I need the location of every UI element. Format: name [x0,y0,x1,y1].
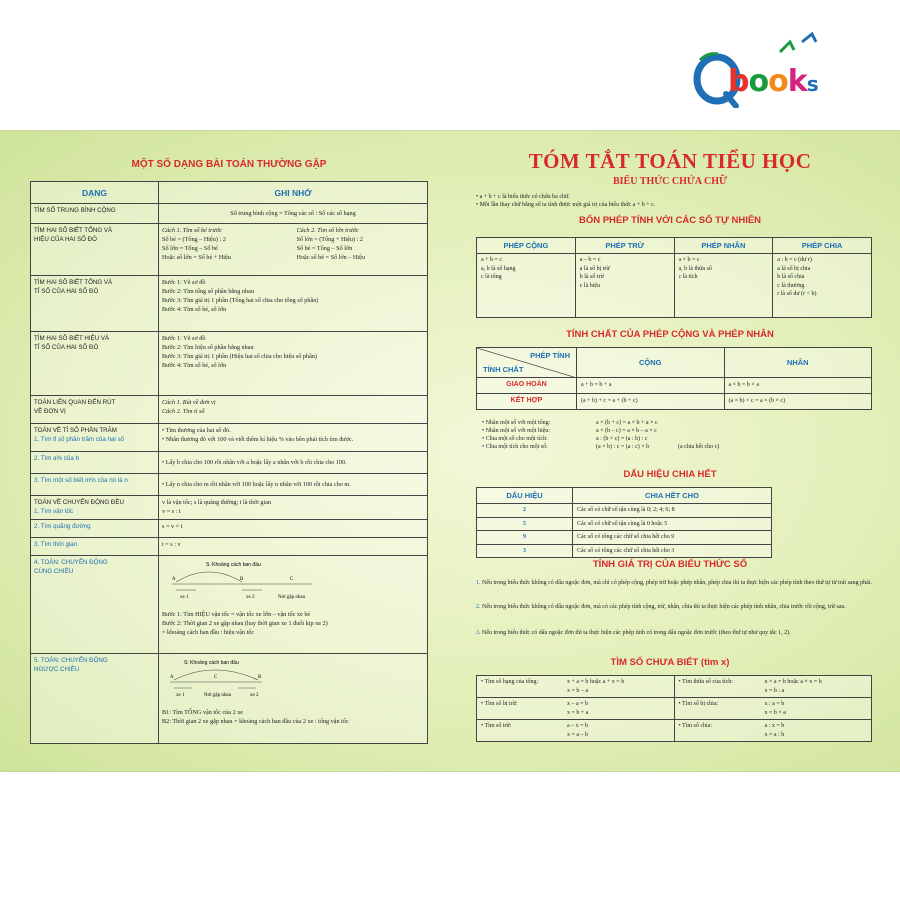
table-row [31,520,428,538]
cell-key: • Tìm số hạng của tổng: [481,679,539,685]
table-cell [477,254,576,318]
note-line: Bước 3: Tìm giá trị 1 phần (Tổng hai số chia cho tổng số phần) [162,297,319,304]
cell-line: c là hiệu [579,282,601,289]
row-category [31,396,159,424]
table-cell [773,254,872,318]
note-row [482,427,782,435]
note-line: t = s : v [162,541,181,548]
row-category [31,474,159,496]
cell-line: x = a – b [567,731,589,738]
vehicle-label: xe 2 [250,693,259,698]
table-row [31,654,428,744]
table-cell: (a × b) × c = a × (b × c) [724,394,872,410]
find-x-cell [674,698,872,720]
find-x-cell [477,720,675,742]
cell-line: c là tích [678,274,698,280]
cell-line: a – b = c [579,257,601,263]
sub-problem-label: 1. Tìm tỉ số phần trăm của hai số [34,436,124,443]
sub-problem-label: 1. Tìm vận tốc [34,508,74,515]
cell-line: a, b là thừa số [678,265,712,272]
note-line: s = v × t [162,523,183,530]
row-category [31,538,159,556]
row-category [31,276,159,332]
note-value: (a × b) : c = (a : c) × b [596,444,650,450]
cell-line: a là số bị chia [777,265,811,272]
row-note [159,424,428,452]
vehicle-label: xe 2 [246,595,255,600]
meeting-label: Nơi gặp nhau [204,693,232,698]
cell-line: x = b × a [764,709,786,716]
table-row [31,204,428,224]
column-header-notes: GHI NHỚ [159,182,428,204]
same-direction-diagram [162,558,322,610]
property-name: GIAO HOÁN [477,378,577,394]
note-extra: (a chia hết cho c) [678,444,720,450]
note-line: • Tìm thương của hai số đó. [162,427,231,434]
expression-title: TÍNH GIÁ TRỊ CỦA BIỂU THỨC SỐ [592,559,748,570]
cat-line: TỈ SỐ CỦA HAI SỐ ĐÓ [34,288,99,295]
note-value: a × (b + c) = a × b + a × c [596,420,658,426]
row-note [159,538,428,556]
cell-line: a – x = b [567,723,589,729]
table-header-row [31,182,428,204]
table-header-row [477,238,872,254]
point-label: C [290,577,294,582]
table-row [477,378,872,394]
note-key: • Nhân một số với một tổng: [482,420,551,426]
cell-key: • Tìm số bị chia: [678,701,719,707]
table-row [477,504,772,518]
rule: Các số có tổng các chữ số chia hết cho 3 [573,544,772,558]
note-line: Bước 2: Tìm hiệu số phần bằng nhau [162,344,254,351]
column-header: PHÉP CHIA [773,238,872,254]
table-row [31,556,428,654]
rule-paragraph [476,629,876,637]
row-note [159,556,428,654]
cell-line: x = b + a [567,709,589,716]
distance-arc [176,572,242,582]
cat-line: NGƯỢC CHIỀU [34,666,80,673]
rule-text: Nếu trong biểu thức không có dấu ngoặc đơn, mà chỉ có phép cộng, phép trừ hoặc phép nhân, phép chia thì ta thực hiện các phép tính theo thứ tự từ trái sang phải. [482,580,872,586]
cat-line: 5. TOÁN: CHUYỂN ĐỘNG [34,657,108,664]
cell-line: x – a = b [567,701,589,707]
cell-line: x × a = b hoặc a × x = b [764,679,822,685]
row-note-left [159,224,294,276]
note-line: v là vận tốc; s là quãng đường; t là thời gian [162,499,272,506]
note-row [482,435,782,443]
cat-line: TÌM HAI SỐ BIẾT TỔNG VÀ [34,279,113,286]
note-line: • Nhân thương đó với 100 và viết thêm kí hiệu % vào bên phải tích tìm được. [162,436,354,443]
sub-problem-label: 2. Tìm quãng đường [34,523,91,530]
note-line: Số lớn = Tổng – Số bé [162,245,218,252]
rule-number: 2. [476,604,481,610]
note-line: Hoặc số bé = Số lớn – Hiệu [296,254,365,261]
rule-text: Nếu trong biểu thức có dấu ngoặc đơn thì ta thực hiện các phép tính có trong dấu ngoặc đơn trước (theo thứ tự như quy tắc 1, 2). [482,630,791,636]
column-header: PHÉP TRỪ [575,238,674,254]
main-title: TÓM TẮT TOÁN TIỂU HỌC [528,149,812,173]
cat-line: TÌM SỐ TRUNG BÌNH CỘNG [34,207,116,214]
note-line: Cách 1. Rút về đơn vị [162,399,216,406]
cell-key: • Tìm thừa số của tích: [678,679,733,685]
row-category [31,452,159,474]
cell-line: b là số trừ [579,274,604,280]
note-line: Bước 4: Tìm số bé, số lớn [162,362,227,369]
table-row [31,424,428,452]
row-category [31,496,159,520]
opposite-direction-diagram [162,656,322,708]
cell-key: • Tìm số chia: [678,723,712,729]
bird-icon [778,32,828,60]
corner-label-bottom: TÍNH CHẤT [483,365,524,374]
note-line: Bước 2: Tìm tổng số phần bằng nhau [162,288,254,295]
corner-label-top: PHÉP TÍNH [530,351,570,360]
note-line: B1: Tìm TỔNG vận tốc của 2 xe [162,709,244,716]
note-line: Bước 4: Tìm số bé, số lớn [162,306,227,313]
row-note [159,654,428,744]
note-line: • a + b + c là biểu thức có chứa ba chữ. [476,194,570,200]
note-line: Bước 1: Tìm HIỆU vận tốc = vận tốc xe lớn – vận tốc xe bé [162,611,311,618]
note-line: Cách 2. Tìm số lớn trước [296,227,359,234]
note-line: Số bé = (Tổng – Hiệu) : 2 [162,236,226,243]
find-x-cell [477,698,675,720]
note-line: Cách 1. Tìm số bé trước [162,227,222,234]
row-note [159,276,428,332]
table-cell: (a + b) + c = a + (b + c) [577,394,725,410]
diagram-label: S: Khoảng cách ban đầu [184,660,239,666]
cat-line: TOÁN VỀ TỈ SỐ PHẦN TRĂM [34,427,117,434]
row-note [159,496,428,520]
point-label: B [240,577,244,582]
logo-wordmark [728,64,818,99]
cell-line: a : b = c (dư r) [777,257,812,263]
table-row [31,276,428,332]
note-line: Số trung bình cộng = Tổng các số : Số các số hạng [230,210,356,217]
problem-types-table [30,181,428,744]
cell-line: b là số chia [777,274,805,280]
find-x-cell [674,720,872,742]
row-note [159,474,428,496]
column-header-type: DẠNG [31,182,159,204]
operations-title: BỐN PHÉP TÍNH VỚI CÁC SỐ TỰ NHIÊN [578,215,762,226]
logo-letter: s [806,72,818,96]
logo-letter: b [728,64,749,99]
subtitle: BIỂU THỨC CHỨA CHỮ [613,176,727,187]
row-category [31,424,159,452]
cell-line: x = a : b [764,731,785,738]
rule-text: Nếu trong biểu thức không có dấu ngoặc đơn, mà có các phép tính cộng, trừ, nhân, chia thì ta thực hiện các phép tính nhân, chia trước rồi cộng, trừ sau. [482,604,846,610]
table-header-row [477,348,872,378]
cat-line: HIỆU CỦA HAI SỐ ĐÓ [34,236,97,243]
table-row [31,496,428,520]
cell-line: c là tổng [481,274,502,280]
note-line: Bước 1: Vẽ sơ đồ [162,279,206,286]
operations-table [476,237,872,318]
table-row [477,720,872,742]
rule-paragraph [476,603,876,611]
table-row [477,544,772,558]
table-row [31,224,428,276]
find-x-title: TÌM SỐ CHƯA BIẾT (tìm x) [610,657,730,668]
note-row [482,419,782,427]
point-label: B [258,675,262,680]
properties-table [476,347,872,410]
row-note-right [294,224,428,276]
cat-line: TỈ SỐ CỦA HAI SỐ ĐÓ [34,344,99,351]
note-line: Cách 2. Tìm tỉ số [162,408,205,415]
note-line: • Lấy b chia cho 100 rồi nhân với a hoặc lấy a nhân với b rồi chia cho 100. [162,459,347,466]
vehicle-label: xe 1 [176,693,185,698]
row-note [159,332,428,396]
find-x-cell [674,676,872,698]
note-line: Bước 1: Vẽ sơ đồ [162,335,206,342]
note-line: • Mỗi lần thay chữ bằng số ta tính được một giá trị của biểu thức a + b + c. [476,202,656,208]
cell-line: a là số bị trừ [579,265,610,272]
column-header: CHIA HẾT CHO [573,488,772,504]
distributive-notes [482,419,782,451]
divisor: 5 [477,517,573,531]
math-poster [0,130,900,772]
cell-line: x = b : a [764,687,785,694]
property-name: KẾT HỢP [477,394,577,410]
note-line: B2: Thời gian 2 xe gặp nhau = khoảng cách ban đầu của 2 xe : tổng vận tốc [162,718,349,725]
find-x-cell [477,676,675,698]
cat-line: VỀ ĐƠN VỊ [34,408,66,415]
cell-line: a, b là số hạng [481,265,516,272]
divisibility-title: DẤU HIỆU CHIA HẾT [623,469,717,480]
table-row [477,698,872,720]
note-line: v = s : t [162,508,181,515]
divisor: 9 [477,531,573,545]
cat-line: 4. TOÁN: CHUYỂN ĐỘNG [34,559,108,566]
cat-line: TÌM HAI SỐ BIẾT HIỆU VÀ [34,335,110,342]
cat-line: TOÁN VỀ CHUYỂN ĐỘNG ĐỀU [34,499,124,506]
point-label: C [214,675,218,680]
sub-problem-label: 3. Tìm một số biết m% của nó là n [34,477,128,484]
cell-key: • Tìm số bị trừ: [481,701,518,707]
note-key: • Chia một số cho một tích: [482,436,548,442]
table-row [477,531,772,545]
table-cell: a + b = b + a [577,378,725,394]
column-header: PHÉP NHÂN [674,238,773,254]
qbooks-logo [690,28,850,118]
cell-line: x + a = b hoặc a + x = b [567,679,625,685]
row-note [159,396,428,424]
find-x-table [476,675,872,742]
column-header: PHÉP CỘNG [477,238,576,254]
table-row [31,474,428,496]
divisibility-table [476,487,772,558]
rule-number: 3. [476,630,481,636]
table-cell [575,254,674,318]
note-value: a × (b – c) = a × b – a × c [596,428,657,434]
sub-problem-label: 2. Tìm a% của b [34,455,79,462]
note-line: = khoảng cách ban đầu : hiệu vận tốc [162,629,255,636]
note-line: Bước 2: Thời gian 2 xe gặp nhau (hay thời gian xe 1 đuổi kịp xe 2) [162,620,328,627]
divisor: 2 [477,504,573,518]
diagram-label: S: Khoảng cách ban đầu [206,562,261,568]
note-key: • Nhân một số với một hiệu: [482,428,550,434]
meeting-label: Nơi gặp nhau [278,595,306,600]
cell-line: x : a = b [764,701,785,707]
row-note [159,452,428,474]
cell-line: a : x = b [764,723,785,729]
point-label: A [172,577,176,582]
corner-cell [477,348,577,378]
row-category [31,332,159,396]
table-row [31,538,428,556]
note-line: Hoặc số lớn = Số bé + Hiệu [162,254,231,261]
row-category [31,224,159,276]
cell-line: c là thương [777,282,805,289]
rule-number: 1. [476,580,481,586]
logo-letter: k [787,64,807,99]
rule: Các số có chữ số tận cùng là 0; 2; 4; 6; 8 [573,504,772,518]
point-label: A [170,675,174,680]
cell-line: r là số dư (r < b) [777,291,817,297]
note-line: Số lớn = (Tổng + Hiệu) : 2 [296,236,363,243]
cell-line: x = b – a [567,687,589,694]
logo-letter: o [748,64,769,99]
cell-key: • Tìm số trừ: [481,723,512,729]
note-line: • Lấy n chia cho m rồi nhân với 100 hoặc lấy n nhân với 100 rồi chia cho m. [162,481,351,488]
table-header-row [477,488,772,504]
sub-problem-label: 3. Tìm thời gian [34,541,78,548]
column-header: NHÂN [724,348,872,378]
vehicle-label: xe 1 [180,595,189,600]
table-row [31,396,428,424]
divisor: 3 [477,544,573,558]
rule: Các số có chữ số tận cùng là 0 hoặc 5 [573,517,772,531]
rule-paragraph [476,579,876,587]
note-line: Số bé = Tổng – Số lớn [296,245,353,252]
column-header: CỘNG [577,348,725,378]
note-row [482,443,782,451]
table-row [477,394,872,410]
row-category [31,520,159,538]
note-value: a : (b × c) = (a : b) : c [596,436,648,442]
table-row [477,254,872,318]
table-row [477,517,772,531]
row-category [31,654,159,744]
cell-line: a × b = c [678,257,700,263]
cat-line: TÌM HAI SỐ BIẾT TỔNG VÀ [34,227,113,234]
row-note [159,520,428,538]
row-note [159,204,428,224]
note-line: Bước 3: Tìm giá trị 1 phần (Hiệu hai số chia cho hiệu số phần) [162,353,317,360]
intro-notes [476,193,655,209]
cat-line: TOÁN LIÊN QUAN ĐẾN RÚT [34,399,116,406]
row-category [31,204,159,224]
properties-title: TÍNH CHẤT CỦA PHÉP CỘNG VÀ PHÉP NHÂN [566,329,774,340]
logo-letter: o [768,64,788,99]
table-row [31,452,428,474]
column-header: DẤU HIỆU [477,488,573,504]
cell-line: a + b = c [481,257,503,263]
rule: Các số có tổng các chữ số chia hết cho 9 [573,531,772,545]
cat-line: CÙNG CHIỀU [34,568,74,575]
note-key: • Chia một tích cho một số: [482,444,548,450]
table-cell: a × b = b × a [724,378,872,394]
left-section-title: MỘT SỐ DẠNG BÀI TOÁN THƯỜNG GẶP [131,159,327,170]
table-row [31,332,428,396]
table-row [477,676,872,698]
row-category [31,556,159,654]
table-cell [674,254,773,318]
